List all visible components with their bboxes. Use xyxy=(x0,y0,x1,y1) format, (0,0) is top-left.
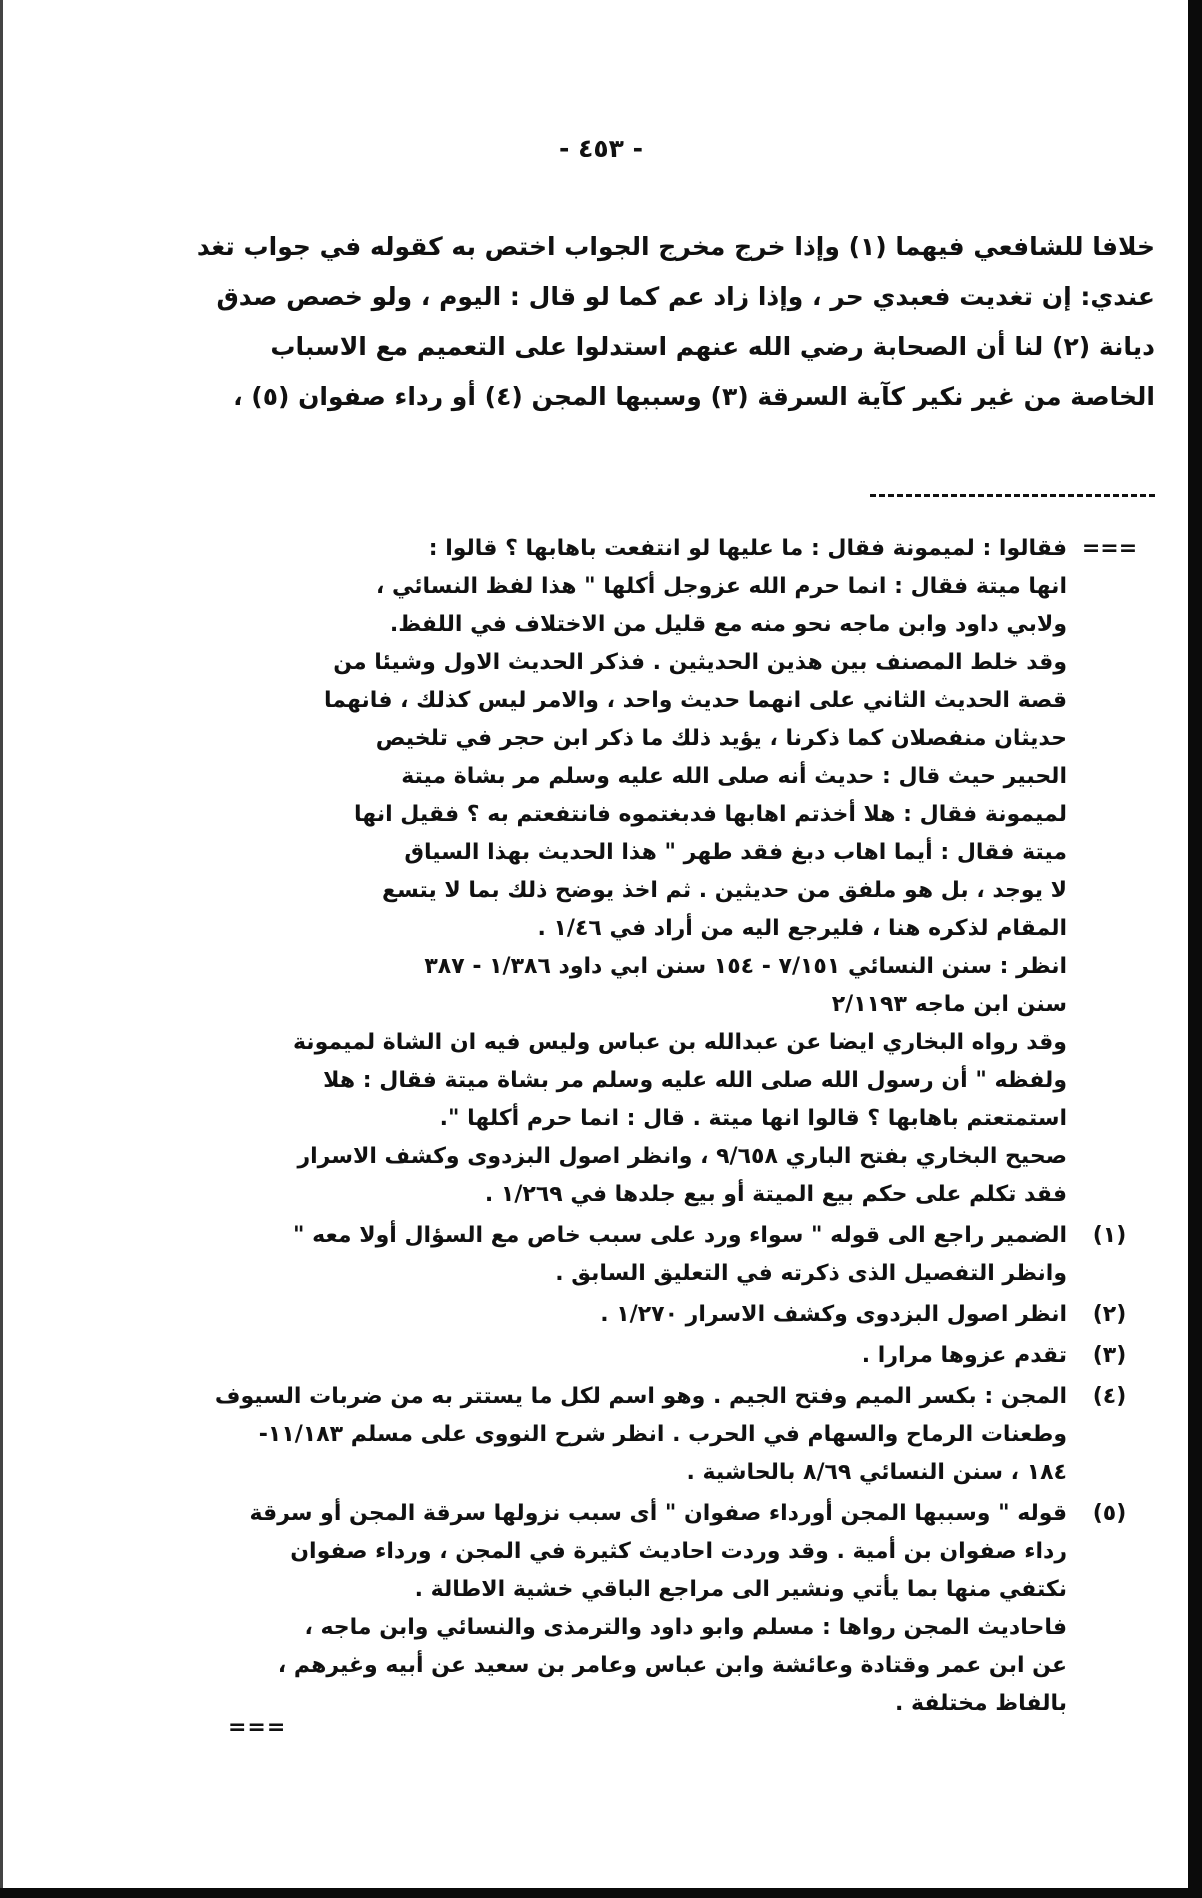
footnote-line: انظر : سنن النسائي ٧/١٥١ - ١٥٤ سنن ابي داود ١/٣٨٦ - ٣٨٧ xyxy=(424,954,1067,979)
footnote-line: نكتفي منها بما يأتي ونشير الى مراجع الباقي خشية الاطالة . xyxy=(414,1577,1067,1602)
footnote-line: ولابي داود وابن ماجه نحو منه مع قليل من الاختلاف في اللفظ. xyxy=(389,612,1067,637)
footnote-line: ولفظه " أن رسول الله صلى الله عليه وسلم مر بشاة ميتة فقال : هلا xyxy=(323,1068,1067,1093)
footnote-line: الضمير راجع الى قوله " سواء ورد على سبب خاص مع السؤال أولا معه " xyxy=(293,1223,1067,1248)
footnote-marker: (١) xyxy=(1092,1223,1127,1248)
footnote-line: فقد تكلم على حكم بيع الميتة أو بيع جلدها في ١/٢٦٩ . xyxy=(484,1182,1067,1207)
footnote-line: فقالوا : لميمونة فقال : ما عليها لو انتفعت باهابها ؟ قالوا : xyxy=(428,536,1067,561)
footnote-line: قوله " وسببها المجن أورداء صفوان " أى سبب نزولها سرقة المجن أو سرقة xyxy=(249,1501,1067,1526)
footnote-divider xyxy=(870,494,1155,497)
main-line: الخاصة من غير نكير كآية السرقة (٣) وسببها المجن (٤) أو رداء صفوان (٥) ، xyxy=(233,382,1155,411)
footnote-line: سنن ابن ماجه ٢/١١٩٣ xyxy=(831,992,1067,1017)
scan-edge-left xyxy=(0,0,3,1898)
scan-edge-bottom xyxy=(0,1888,1202,1898)
footnote-4 xyxy=(190,1378,1152,1492)
footnote-line: تقدم عزوها مرارا . xyxy=(861,1343,1067,1368)
main-line: خلافا للشافعي فيهما (١) وإذا خرج مخرج الجواب اختص به كقوله في جواب تغد xyxy=(196,232,1155,261)
end-mark: === xyxy=(228,1715,287,1740)
footnote-continuation xyxy=(190,530,1152,1214)
footnote-marker: (٣) xyxy=(1092,1343,1127,1368)
footnote-line: رداء صفوان بن أمية . وقد وردت احاديث كثيرة في المجن ، ورداء صفوان xyxy=(290,1539,1067,1564)
main-line: عندي: إن تغديت فعبدي حر ، وإذا زاد عم كما لو قال : اليوم ، ولو خصص صدق xyxy=(216,282,1155,311)
footnote-line: المقام لذكره هنا ، فليرجع اليه من أراد في ١/٤٦ . xyxy=(537,916,1067,941)
footnote-line: لميمونة فقال : هلا أخذتم اهابها فدبغتموه فانتفعتم به ؟ فقيل انها xyxy=(354,802,1067,827)
footnote-line: حديثان منفصلان كما ذكرنا ، يؤيد ذلك ما ذكر ابن حجر في تلخيص xyxy=(375,726,1067,751)
footnote-line: استمتعتم باهابها ؟ قالوا انها ميتة . قال : انما حرم أكلها ". xyxy=(439,1106,1067,1131)
footnote-line: المجن : بكسر الميم وفتح الجيم . وهو اسم لكل ما يستتر به من ضربات السيوف xyxy=(214,1384,1067,1409)
footnote-line: وقد خلط المصنف بين هذين الحديثين . فذكر الحديث الاول وشيئا من xyxy=(333,650,1067,675)
footnote-marker: === xyxy=(1081,536,1138,561)
main-text-block xyxy=(196,222,1155,422)
footnote-line: وطعنات الرماح والسهام في الحرب . انظر شرح النووى على مسلم ١١/١٨٣- xyxy=(258,1422,1067,1447)
footnote-line: صحيح البخاري بفتح الباري ٩/٦٥٨ ، وانظر اصول البزدوى وكشف الاسرار xyxy=(297,1144,1067,1169)
footnote-line: قصة الحديث الثاني على انهما حديث واحد ، والامر ليس كذلك ، فانهما xyxy=(324,688,1067,713)
footnotes xyxy=(190,530,1152,1723)
footnote-1 xyxy=(190,1217,1152,1293)
footnote-marker: (٢) xyxy=(1092,1302,1127,1327)
footnote-line: ميتة فقال : أيما اهاب دبغ فقد طهر " هذا الحديث بهذا السياق xyxy=(404,840,1067,865)
footnote-body xyxy=(190,1337,1067,1375)
main-line: ديانة (٢) لنا أن الصحابة رضي الله عنهم استدلوا على التعميم مع الاسباب xyxy=(270,332,1155,361)
footnote-2 xyxy=(190,1296,1152,1334)
footnote-line: فاحاديث المجن رواها : مسلم وابو داود والترمذى والنسائي وابن ماجه ، xyxy=(304,1615,1067,1640)
footnote-line: انها ميتة فقال : انما حرم الله عزوجل أكلها " هذا لفظ النسائي ، xyxy=(376,574,1067,599)
footnote-line: وقد رواه البخاري ايضا عن عبدالله بن عباس وليس فيه ان الشاة لميمونة xyxy=(292,1030,1067,1055)
footnote-line: انظر اصول البزدوى وكشف الاسرار ١/٢٧٠ . xyxy=(600,1302,1067,1327)
footnote-line: الحبير حيث قال : حديث أنه صلى الله عليه وسلم مر بشاة ميتة xyxy=(401,764,1067,789)
footnote-body xyxy=(190,1378,1067,1492)
footnote-5 xyxy=(190,1495,1152,1723)
footnote-line: بالفاظ مختلفة . xyxy=(894,1691,1067,1716)
footnote-line: ١٨٤ ، سنن النسائي ٨/٦٩ بالحاشية . xyxy=(686,1460,1067,1485)
footnote-3 xyxy=(190,1337,1152,1375)
footnote-body xyxy=(190,530,1067,1214)
footnote-body xyxy=(190,1495,1067,1723)
footnote-line: عن ابن عمر وقتادة وعائشة وابن عباس وعامر بن سعيد عن أبيه وغيرهم ، xyxy=(277,1653,1067,1678)
footnote-line: وانظر التفصيل الذى ذكرته في التعليق السابق . xyxy=(555,1261,1067,1286)
footnote-body xyxy=(190,1296,1067,1334)
footnote-marker: (٤) xyxy=(1092,1384,1127,1409)
page-number: - ٤٥٣ - xyxy=(559,134,643,163)
footnote-line: لا يوجد ، بل هو ملفق من حديثين . ثم اخذ يوضح ذلك بما لا يتسع xyxy=(382,878,1067,903)
footnote-body xyxy=(190,1217,1067,1293)
scan-edge-right xyxy=(1188,0,1202,1898)
footnote-marker: (٥) xyxy=(1092,1501,1127,1526)
